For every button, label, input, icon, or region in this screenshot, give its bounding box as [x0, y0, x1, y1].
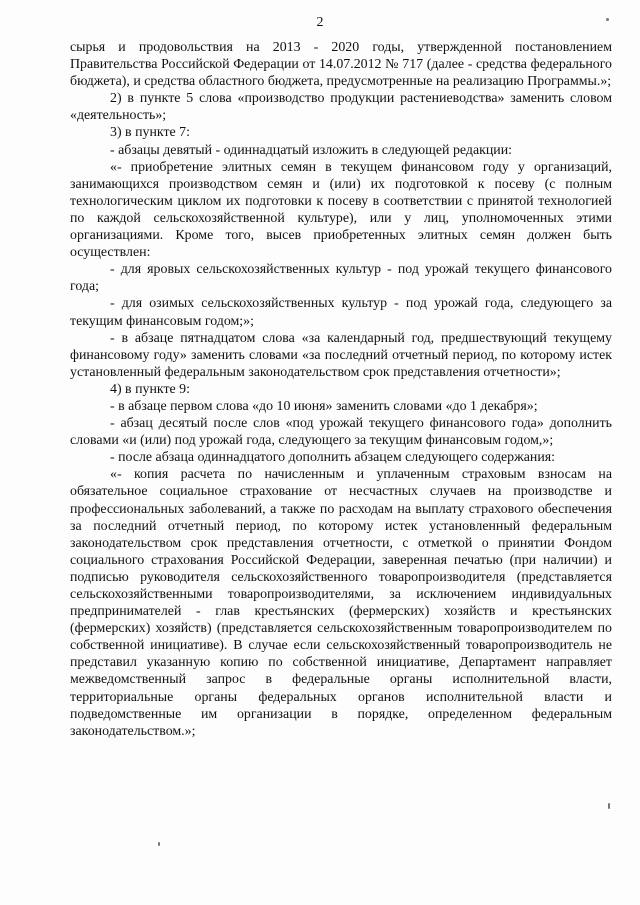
scan-speck [608, 803, 610, 809]
paragraph-abzats-15: - в абзаце пятнадцатом слова «за календарный год, предшествующий текущему финансовому году» заменить словами «за последний отчетный период, по которому истек установленный федеральным законодательством срок представления отчетности»; [70, 330, 612, 380]
document-body [70, 39, 612, 740]
paragraph-insurance-copy: «- копия расчета по начисленным и уплаченным страховым взносам на обязательное социальное страхование от несчастных случаев на производстве и профессиональных заболеваний, а также по расходам на выплату страхового обеспечения за последний отчетный период, по которому истек установленный федеральным законодательством срок представления отчетности, с отметкой о принятии Фондом социального страхования Российской Федерации, заверенная печатью (при наличии) и подписью руководителя сельскохозяйственного товаропроизводителя (представляется сельскохозяйственными товаропроизводителями, за исключением индивидуальных предпринимателей - глав крестьянских (фермерских) хозяйств и крестьянских (фермерских) хозяйств) (представляется сельскохозяйственным товаропроизводителем по собственной инициативе). В случае если сельскохозяйственный товаропроизводитель не представил указанную копию по собственной инициативе, Департамент направляет межведомственный запрос в федеральные органы исполнительной власти, территориальные органы федеральных органов исполнительной власти и подведомственные им организации в порядке, определенном федеральным законодательством.»; [70, 467, 612, 739]
paragraph-abzatsy-9-11: - абзацы девятый - одиннадцатый изложить в следующей редакции: [110, 142, 513, 158]
paragraph-winter-crops: - для озимых сельскохозяйственных культур - под урожай года, следующего за текущим финансовым годом;»; [70, 296, 612, 329]
scan-speck [158, 842, 160, 846]
paragraph-item-4: 4) в пункте 9: [110, 381, 190, 397]
paragraph-continuation: сырья и продовольствия на 2013 - 2020 годы, утвержденной постановлением Правительства Российской Федерации от 14.07.2012 № 717 (далее - средства федерального бюджета), и средства областного бюджета, предусмотренные на реализацию Программы.»; [70, 40, 612, 90]
paragraph-after-eleventh: - после абзаца одиннадцатого дополнить абзацем следующего содержания: [110, 450, 556, 466]
paragraph-spring-crops: - для яровых сельскохозяйственных культур - под урожай текущего финансового года; [70, 262, 612, 295]
page-number: 2 [316, 15, 324, 30]
paragraph-item-3: 3) в пункте 7: [110, 125, 190, 141]
paragraph-elite-seeds: «- приобретение элитных семян в текущем финансовом году у организаций, занимающихся производством семян и (или) их подготовкой к посеву (с полным технологическим циклом их подготовки к посеву в соответствии с принятой технологией по каждой сельскохозяйственной культуре), или у лиц, уполномоченных этими организациями. Кроме того, высев приобретенных элитных семян должен быть осуществлен: [70, 159, 612, 261]
paragraph-first-abzats: - в абзаце первом слова «до 10 июня» заменить словами «до 1 декабря»; [110, 398, 538, 414]
scan-speck [606, 18, 609, 21]
paragraph-item-2: 2) в пункте 5 слова «производство продукции растениеводства» заменить словом «деятельность»; [70, 91, 612, 124]
paragraph-tenth-abzats: - абзац десятый после слов «под урожай текущего финансового года» дополнить словами «и (или) под урожай года, следующего за текущим финансовым годом,»; [70, 416, 612, 449]
